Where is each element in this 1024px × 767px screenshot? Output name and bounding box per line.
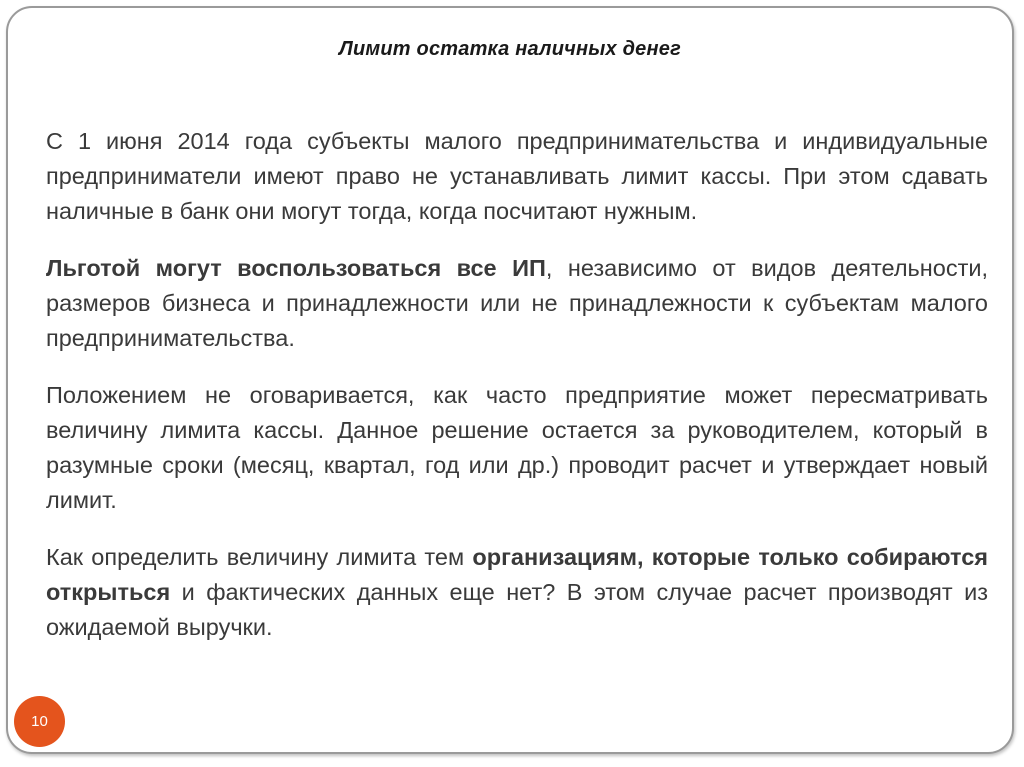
paragraph-4-text-start: Как определить величину лимита тем xyxy=(46,544,473,570)
paragraph-4 xyxy=(46,540,988,645)
slide-content xyxy=(46,124,988,667)
paragraph-2-bold-text: Льготой могут воспользоваться все ИП xyxy=(46,255,546,281)
slide-frame xyxy=(6,6,1014,754)
paragraph-3-text: Положением не оговаривается, как часто предприятие может пересматривать величину лимита кассы. Данное решение остается за руководителем, который в разумные сроки (месяц, квартал, год или др.) проводит расчет и утверждает новый лимит. xyxy=(46,382,988,513)
paragraph-4-bold-text: организациям, которые только собираются открыться xyxy=(46,544,988,605)
paragraph-1 xyxy=(46,124,988,229)
paragraph-4-text-end: и фактических данных еще нет? В этом случае расчет производят из ожидаемой выручки. xyxy=(46,579,988,640)
paragraph-2-text: , независимо от видов деятельности, размеров бизнеса и принадлежности или не принадлежности к субъектам малого предпринимательства. xyxy=(46,255,988,351)
page-number-badge xyxy=(14,696,65,747)
paragraph-2 xyxy=(46,251,988,356)
page-number: 10 xyxy=(31,713,48,730)
paragraph-3 xyxy=(46,378,988,518)
paragraph-1-text: С 1 июня 2014 года субъекты малого предпринимательства и индивидуальные предприниматели имеют право не устанавливать лимит кассы. При этом сдавать наличные в банк они могут тогда, когда посчитают нужным. xyxy=(46,128,988,224)
slide-title: Лимит остатка наличных денег xyxy=(339,38,681,60)
